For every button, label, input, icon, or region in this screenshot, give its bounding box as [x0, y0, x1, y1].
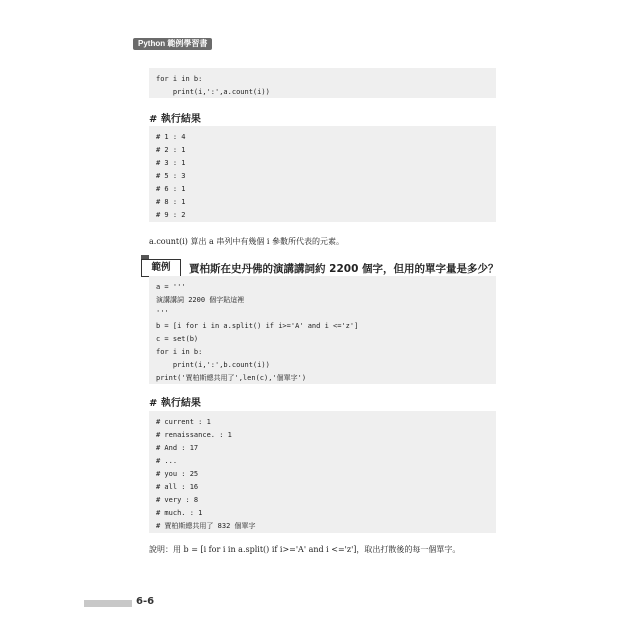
code-line: a = '''	[156, 283, 186, 291]
book-title-badge: Python 範例學習書	[133, 38, 212, 50]
output-block-counts	[149, 126, 496, 222]
result-heading: # 執行結果	[149, 114, 201, 125]
page-number: 6-6	[136, 596, 155, 607]
output-line: # 8 : 1	[156, 198, 186, 206]
output-line: # current : 1	[156, 418, 211, 426]
output-line: # ...	[156, 457, 178, 465]
description-count: a.count(i) 算出 a 串列中有幾個 i 參數所代表的元素。	[149, 237, 344, 246]
code-block-loop	[149, 68, 496, 98]
example-header	[141, 258, 501, 278]
result-heading: # 執行結果	[149, 398, 201, 409]
code-line: print(i,':',a.count(i))	[156, 88, 270, 96]
output-line: # 5 : 3	[156, 172, 186, 180]
output-line: # you : 25	[156, 470, 199, 478]
output-line: # 6 : 1	[156, 185, 186, 193]
output-line: # 1 : 4	[156, 133, 186, 141]
example-badge: 範例	[141, 259, 181, 277]
output-line: # much. : 1	[156, 509, 203, 517]
code-line: 演講講詞 2200 個字貼這裡	[156, 296, 245, 304]
output-line: # And : 17	[156, 444, 199, 452]
output-block-words	[149, 411, 496, 533]
output-line: # 賈柏斯總共用了 832 個單字	[156, 522, 256, 530]
output-line: # all : 16	[156, 483, 199, 491]
code-line: b = [i for i in a.split() if i>='A' and i <='z']	[156, 322, 359, 330]
code-line: print(i,':',b.count(i))	[156, 361, 270, 369]
code-line: for i in b:	[156, 75, 203, 83]
output-line: # 9 : 2	[156, 211, 186, 219]
code-block-example	[149, 276, 496, 384]
example-title: 賈柏斯在史丹佛的演講講詞約 2200 個字，但用的單字量是多少？	[189, 263, 499, 275]
code-line: '''	[156, 309, 169, 317]
code-line: c = set(b)	[156, 335, 199, 343]
code-line: print('賈柏斯總共用了',len(c),'個單字')	[156, 374, 307, 382]
output-line: # very : 8	[156, 496, 199, 504]
code-line: for i in b:	[156, 348, 203, 356]
description-explanation: 說明：用 b = [i for i in a.split() if i>='A' and i <='z']，取出打散後的每一個單字。	[149, 545, 461, 554]
footer-bar	[84, 600, 132, 607]
output-line: # renaissance. : 1	[156, 431, 232, 439]
output-line: # 3 : 1	[156, 159, 186, 167]
output-line: # 2 : 1	[156, 146, 186, 154]
